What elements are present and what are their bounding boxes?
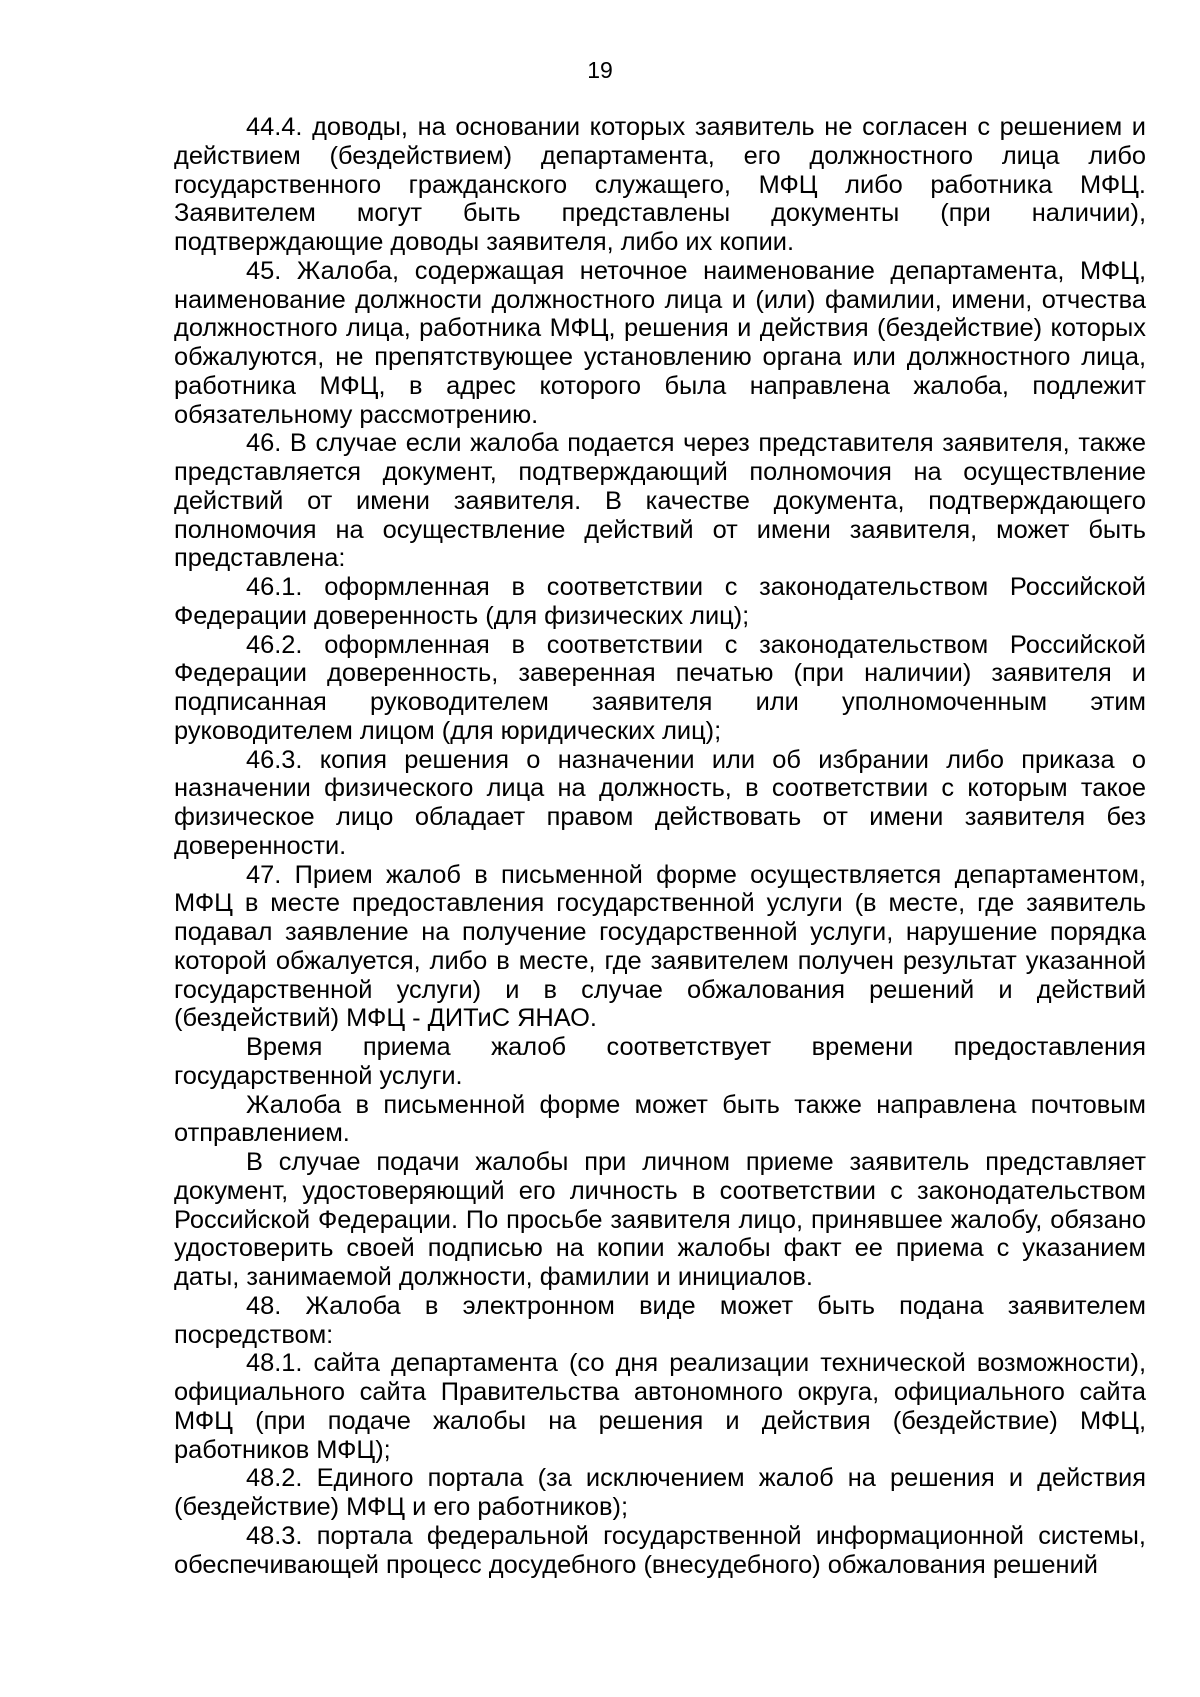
- paragraph-44-4: 44.4. доводы, на основании которых заявитель не согласен с решением и действием (бездействием) департамента, его должностного лица либо государственного гражданского служащего, МФЦ либо работника МФЦ. Заявителем могут быть представлены документы (при наличии), подтверждающие доводы заявителя, либо их копии.: [174, 113, 1146, 256]
- paragraph-48-1: 48.1. сайта департамента (со дня реализации технической возможности), официального сайта Правительства автономного округа, официального сайта МФЦ (при подаче жалобы на решения и действия (бездействие) МФЦ, работников МФЦ);: [174, 1349, 1146, 1464]
- paragraph-48-2: 48.2. Единого портала (за исключением жалоб на решения и действия (бездействие) МФЦ и его работников);: [174, 1464, 1146, 1521]
- paragraph-46-1: 46.1. оформленная в соответствии с законодательством Российской Федерации доверенность (для физических лиц);: [174, 573, 1146, 630]
- paragraph-47-personal: В случае подачи жалобы при личном приеме заявитель представляет документ, удостоверяющий его личность в соответствии с законодательством Российской Федерации. По просьбе заявителя лицо, принявшее жалобу, обязано удостоверить своей подписью на копии жалобы факт ее приема с указанием даты, занимаемой должности, фамилии и инициалов.: [174, 1148, 1146, 1291]
- paragraph-47-postal: Жалоба в письменной форме может быть также направлена почтовым отправлением.: [174, 1090, 1146, 1148]
- paragraph-47: 47. Прием жалоб в письменной форме осуществляется департаментом, МФЦ в месте предоставления государственной услуги (в месте, где заявитель подавал заявление на получение государственной услуги, нарушение порядка которой обжалуется, либо в месте, где заявителем получен результат указанной государственной услуги) и в случае обжалования решений и действий (бездействий) МФЦ - ДИТиС ЯНАО.: [174, 860, 1146, 1033]
- page-number: 19: [587, 57, 613, 83]
- paragraph-46-2: 46.2. оформленная в соответствии с законодательством Российской Федерации доверенность, заверенная печатью (при наличии) заявителя и подписанная руководителем заявителя или уполномоченным этим руководителем лицом (для юридических лиц);: [174, 630, 1146, 745]
- document-body: [174, 113, 1146, 1579]
- paragraph-48: 48. Жалоба в электронном виде может быть подана заявителем посредством:: [174, 1291, 1146, 1349]
- paragraph-47-reception-time: Время приема жалоб соответствует времени предоставления государственной услуги.: [174, 1033, 1146, 1090]
- paragraph-45: 45. Жалоба, содержащая неточное наименование департамента, МФЦ, наименование должности должностного лица и (или) фамилии, имени, отчества должностного лица, работника МФЦ, решения и действия (бездействие) которых обжалуются, не препятствующее установлению органа или должностного лица, работника МФЦ, в адрес которого была направлена жалоба, подлежит обязательному рассмотрению.: [174, 256, 1146, 429]
- paragraph-46: 46. В случае если жалоба подается через представителя заявителя, также представляется документ, подтверждающий полномочия на осуществление действий от имени заявителя. В качестве документа, подтверждающего полномочия на осуществление действий от имени заявителя, может быть представлена:: [174, 429, 1146, 573]
- paragraph-46-3: 46.3. копия решения о назначении или об избрании либо приказа о назначении физического лица на должность, в соответствии с которым такое физическое лицо обладает правом действовать от имени заявителя без доверенности.: [174, 745, 1146, 860]
- paragraph-48-3: 48.3. портала федеральной государственной информационной системы, обеспечивающей процесс досудебного (внесудебного) обжалования решений: [174, 1521, 1146, 1579]
